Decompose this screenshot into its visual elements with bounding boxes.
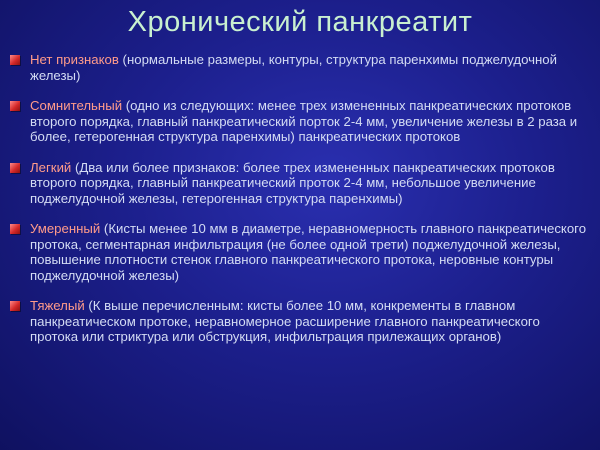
list-item-severe (10, 298, 590, 345)
square-bullet-icon (10, 301, 20, 311)
list-item-no-signs (10, 52, 590, 83)
item-term: Нет признаков (30, 52, 119, 67)
item-term: Легкий (30, 159, 72, 175)
item-term: Умеренный (30, 221, 101, 236)
slide-title: Хронический панкреатит (127, 6, 473, 38)
severity-list (10, 52, 590, 345)
list-item-moderate (10, 221, 590, 283)
list-item-doubtful (10, 98, 590, 145)
item-description: (Кисты менее 10 мм в диаметре, неравномерность главного панкреатического протока, сегментарная инфильтрация (не более одной трети) поджелудочной железы, повышение плотности стенок главного панкреатического протока, неровные контуры поджелудочной железы) (30, 221, 587, 283)
item-description: (нормальные размеры, контуры, структура паренхимы поджелудочной железы) (30, 52, 557, 83)
list-item-mild (10, 160, 590, 207)
item-description: (одно из следующих: менее трех измененных панкреатических протоков второго порядка, главный панкреатический порток 2-4 мм, увеличение железы в 2 раза и более, гетерогенная структура паренхимы) панкреатических протоков (30, 98, 578, 144)
item-term: Тяжелый (30, 298, 85, 313)
square-bullet-icon (10, 101, 20, 111)
square-bullet-icon (10, 55, 20, 65)
square-bullet-icon (10, 163, 20, 173)
item-description: (К выше перечисленным: кисты более 10 мм, конкременты в главном панкреатическом протоке, неравномерное расширение главного панкреатического протока или стриктура или обструкция, инфильтрация прилежащих органов) (30, 298, 540, 344)
item-term: Сомнительный (30, 98, 123, 113)
item-description: (Два или более признаков: более трех измененных панкреатических протоков второго порядка, главный панкреатический проток 2-4 мм, небольшое увеличение поджелудочной железы, гетерогенная структура паренхимы) (30, 159, 555, 206)
square-bullet-icon (10, 224, 20, 234)
